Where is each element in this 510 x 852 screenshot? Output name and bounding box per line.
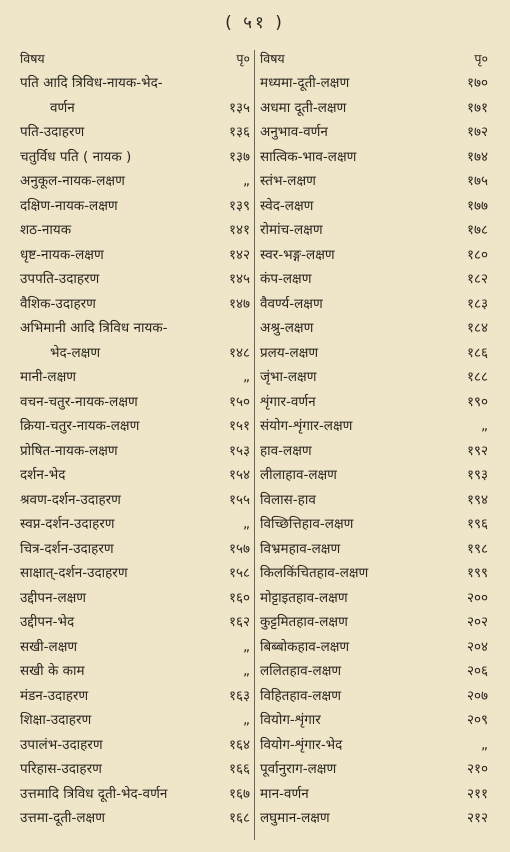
toc-entry — [20, 438, 252, 463]
toc-entry — [260, 463, 490, 488]
toc-entry-title: क्रिया-चतुर-नायक-लक्षण — [20, 418, 140, 434]
toc-entry-page: १५४ — [228, 467, 250, 483]
toc-entry-title: उत्तमा-दूती-लक्षण — [20, 810, 105, 826]
toc-entry-page: २१२ — [466, 810, 488, 826]
toc-entry-title: अधमा दूती-लक्षण — [260, 99, 347, 116]
toc-entry — [20, 781, 252, 806]
toc-entry-title: दर्शन-भेद — [20, 467, 66, 483]
toc-entry — [260, 708, 490, 733]
toc-entry-page: १६२ — [228, 614, 250, 630]
toc-entry — [260, 365, 490, 390]
toc-entry-title: शृंगार-वर्णन — [260, 393, 316, 410]
toc-entry-page: १६७ — [228, 785, 250, 802]
toc-entry-title: वचन-चतुर-नायक-लक्षण — [20, 393, 138, 410]
toc-entry-title: भेद-लक्षण — [50, 344, 101, 361]
toc-entry — [260, 585, 490, 610]
right-column — [260, 46, 490, 830]
column-divider — [254, 50, 255, 840]
toc-entry-page: १७४ — [466, 148, 488, 165]
toc-entry-title: जृंभा-लक्षण — [260, 369, 317, 385]
toc-entry-title: उत्तमादि त्रिविध दूती-भेद-वर्णन — [20, 785, 168, 802]
toc-entry-title: लघुमान-लक्षण — [260, 810, 330, 826]
toc-entry-page: २११ — [466, 785, 488, 802]
toc-entry-page: १६३ — [228, 687, 250, 704]
toc-entry — [20, 732, 252, 757]
toc-entry-page: २०२ — [466, 614, 488, 630]
toc-entry — [260, 536, 490, 561]
toc-entry-page: २१० — [466, 761, 488, 777]
toc-entry-page: १४५ — [228, 271, 250, 287]
toc-entry — [260, 71, 490, 96]
toc-entry-title: सात्विक-भाव-लक्षण — [260, 148, 357, 165]
toc-entry-title: विहितहाव-लक्षण — [260, 687, 341, 704]
toc-entry-page: „ — [243, 638, 250, 655]
toc-entry-title: बिब्बोकहाव-लक्षण — [260, 638, 350, 655]
toc-entry-page: २०९ — [466, 712, 488, 728]
right-column-header — [260, 46, 490, 71]
toc-entry-title: मानी-लक्षण — [20, 369, 77, 385]
toc-entry — [260, 438, 490, 463]
toc-entry-title: उपपति-उदाहरण — [20, 271, 100, 287]
toc-entry — [20, 267, 252, 292]
toc-entry-page: १७८ — [466, 222, 488, 238]
left-column-header — [20, 46, 252, 71]
toc-entry — [20, 169, 252, 194]
toc-entry — [260, 95, 490, 120]
toc-entry — [260, 512, 490, 537]
toc-entry-title: मान-वर्णन — [260, 785, 309, 802]
toc-entry-page: १७१ — [466, 99, 488, 116]
toc-entry-page: „ — [243, 712, 250, 728]
toc-entry-title: स्वप्न-दर्शन-उदाहरण — [20, 516, 115, 532]
toc-entry — [260, 120, 490, 145]
toc-entry-page: „ — [243, 516, 250, 532]
toc-entry-title: स्तंभ-लक्षण — [260, 173, 316, 189]
toc-entry — [20, 414, 252, 439]
toc-entry — [20, 365, 252, 390]
toc-entry-page: १७२ — [466, 124, 488, 140]
toc-entry — [260, 316, 490, 341]
toc-entry-title: संयोग-शृंगार-लक्षण — [260, 418, 353, 434]
toc-entry — [260, 169, 490, 194]
toc-entry-title: चित्र-दर्शन-उदाहरण — [20, 540, 114, 557]
toc-entry-page: १९२ — [466, 442, 488, 459]
column-header-title: विषय — [20, 50, 45, 66]
toc-entry-title: विलास-हाव — [260, 491, 316, 508]
toc-entry-page: १८२ — [466, 271, 488, 287]
toc-entry-page: १९० — [466, 393, 488, 410]
page-number: ( ५१ ) — [225, 13, 285, 33]
toc-entry-title: अनुकूल-नायक-लक्षण — [20, 173, 125, 189]
toc-entry-page: १६६ — [228, 761, 250, 777]
toc-entry-title: पूर्वानुराग-लक्षण — [260, 761, 337, 777]
toc-entry-title: स्वेद-लक्षण — [260, 197, 314, 214]
toc-entry-title: वियोग-शृंगार — [260, 712, 321, 728]
toc-entry-title: साक्षात्-दर्शन-उदाहरण — [20, 565, 128, 581]
toc-entry — [20, 561, 252, 586]
toc-entry — [260, 340, 490, 365]
toc-entry-title: शठ-नायक — [20, 222, 72, 238]
toc-entry — [20, 487, 252, 512]
toc-entry — [20, 242, 252, 267]
toc-entry — [20, 708, 252, 733]
toc-entry — [260, 291, 490, 316]
toc-entry — [260, 218, 490, 243]
toc-entry-page: १७५ — [466, 173, 488, 189]
toc-entry — [20, 193, 252, 218]
toc-entry-page: „ — [243, 173, 250, 189]
toc-entry-title: मोट्टाइतहाव-लक्षण — [260, 589, 348, 606]
toc-entry-page: „ — [243, 369, 250, 385]
toc-entry — [20, 512, 252, 537]
toc-entry — [20, 463, 252, 488]
toc-entry-page: १८८ — [466, 369, 488, 385]
toc-entry-title: वियोग-शृंगार-भेद — [260, 736, 343, 753]
toc-entry-title: ललितहाव-लक्षण — [260, 663, 342, 679]
toc-entry — [260, 732, 490, 757]
toc-entry — [260, 757, 490, 782]
toc-entry-title: मंडन-उदाहरण — [20, 687, 89, 704]
toc-entry-title: धृष्ट-नायक-लक्षण — [20, 246, 104, 263]
toc-entry — [20, 144, 252, 169]
toc-entry — [20, 120, 252, 145]
toc-entry-page: १८३ — [466, 295, 488, 312]
toc-entry-page: „ — [243, 663, 250, 679]
toc-entry-title: अश्रु-लक्षण — [260, 320, 314, 336]
toc-entry-page: १३९ — [228, 197, 250, 214]
toc-entry-title: श्रवण-दर्शन-उदाहरण — [20, 491, 121, 508]
toc-entry-title: लीलाहाव-लक्षण — [260, 467, 337, 483]
toc-entry-title: किलकिंचितहाव-लक्षण — [260, 565, 369, 581]
toc-entry — [260, 144, 490, 169]
toc-entry-title: अभिमानी आदि त्रिविध नायक- — [20, 320, 168, 336]
toc-entry-page: १३७ — [228, 148, 250, 165]
toc-entry-title: पति आदि त्रिविध-नायक-भेद- — [20, 75, 163, 91]
toc-entry-title: उद्दीपन-भेद — [20, 614, 75, 630]
toc-entry-page: १४८ — [228, 344, 250, 361]
toc-entry-title: स्वर-भङ्ग-लक्षण — [260, 246, 335, 263]
toc-entry — [260, 389, 490, 414]
toc-entry-title: अनुभाव-वर्णन — [260, 124, 328, 140]
toc-entry — [260, 193, 490, 218]
toc-entry-title: प्रोषित-नायक-लक्षण — [20, 442, 118, 459]
toc-entry — [20, 757, 252, 782]
toc-entry — [260, 659, 490, 684]
toc-entry — [260, 683, 490, 708]
toc-entry — [20, 683, 252, 708]
toc-entry — [260, 242, 490, 267]
toc-entry-title: सखी-लक्षण — [20, 638, 78, 655]
toc-entry-title: हाव-लक्षण — [260, 442, 312, 459]
toc-entry — [260, 610, 490, 635]
toc-entry-title: मध्यमा-दूती-लक्षण — [260, 75, 350, 91]
toc-entry — [20, 316, 252, 341]
toc-entry-page: १६४ — [228, 736, 250, 753]
toc-entry — [20, 340, 252, 365]
toc-entry-page: १९९ — [466, 565, 488, 581]
toc-entry-page: १५३ — [228, 442, 250, 459]
toc-entry-page: १५१ — [228, 418, 250, 434]
toc-entry — [20, 659, 252, 684]
toc-entry — [260, 267, 490, 292]
toc-entry-page: १४२ — [228, 246, 250, 263]
toc-entry-title: उद्दीपन-लक्षण — [20, 589, 87, 606]
toc-entry-page: २०० — [466, 589, 488, 606]
toc-entry — [20, 536, 252, 561]
toc-entry-page: १६८ — [228, 810, 250, 826]
toc-entry-title: प्रलय-लक्षण — [260, 344, 319, 361]
toc-entry-title: विच्छित्तिहाव-लक्षण — [260, 516, 354, 532]
toc-entry — [20, 610, 252, 635]
toc-entry-page: १७० — [466, 75, 488, 91]
toc-entry — [20, 634, 252, 659]
toc-entry-page: १३५ — [228, 99, 250, 116]
toc-entry-title: उपालंभ-उदाहरण — [20, 736, 103, 753]
toc-entry-page: १५५ — [228, 491, 250, 508]
toc-entry — [20, 218, 252, 243]
toc-entry-page: १९३ — [466, 467, 488, 483]
toc-entry-page: १६० — [228, 589, 250, 606]
toc-entry-title: वैवर्ण्य-लक्षण — [260, 295, 323, 312]
toc-entry-title: विभ्रमहाव-लक्षण — [260, 540, 341, 557]
toc-entry-page: „ — [481, 736, 488, 753]
toc-entry-title: दक्षिण-नायक-लक्षण — [20, 197, 118, 214]
toc-entry — [20, 291, 252, 316]
toc-entry-page: १९८ — [466, 540, 488, 557]
toc-entry-title: शिक्षा-उदाहरण — [20, 712, 92, 728]
toc-entry-page: १७७ — [466, 197, 488, 214]
toc-entry-page: १८४ — [466, 320, 488, 336]
toc-entry-title: वर्णन — [50, 99, 75, 116]
toc-entry — [260, 806, 490, 831]
toc-entry-title: रोमांच-लक्षण — [260, 222, 323, 238]
toc-entry-title: सखी के काम — [20, 663, 85, 679]
column-header-title: विषय — [260, 50, 285, 66]
toc-entry-page: १५८ — [228, 565, 250, 581]
column-header-page: पृ० — [474, 50, 488, 66]
toc-entry — [260, 561, 490, 586]
toc-entry-title: परिहास-उदाहरण — [20, 761, 102, 777]
toc-entry-title: कंप-लक्षण — [260, 271, 312, 287]
toc-entry-page: १८६ — [466, 344, 488, 361]
toc-entry — [20, 71, 252, 96]
toc-entry — [20, 389, 252, 414]
toc-entry-title: वैशिक-उदाहरण — [20, 295, 96, 312]
left-column — [20, 46, 252, 830]
toc-entry — [260, 781, 490, 806]
toc-entry-page: १९६ — [466, 516, 488, 532]
toc-entry — [260, 487, 490, 512]
toc-entry-page: २०६ — [466, 663, 488, 679]
toc-entry — [260, 414, 490, 439]
toc-entry-title: पति-उदाहरण — [20, 124, 85, 140]
toc-entry — [260, 634, 490, 659]
toc-entry-page: १३६ — [228, 124, 250, 140]
toc-entry — [20, 585, 252, 610]
toc-entry-page: १५७ — [228, 540, 250, 557]
toc-entry-page: „ — [481, 418, 488, 434]
toc-entry-title: चतुर्विध पति ( नायक ) — [20, 148, 132, 165]
toc-entry-page: १४१ — [228, 222, 250, 238]
toc-entry-page: १४७ — [228, 295, 250, 312]
toc-entry — [20, 95, 252, 120]
column-header-page: पृ० — [236, 50, 250, 66]
toc-entry-title: कुट्टमितहाव-लक्षण — [260, 614, 348, 630]
toc-entry-page: २०७ — [466, 687, 488, 704]
toc-entry-page: १५० — [228, 393, 250, 410]
toc-entry-page: १९४ — [466, 491, 488, 508]
toc-entry — [20, 806, 252, 831]
toc-entry-page: १८० — [466, 246, 488, 263]
toc-entry-page: २०४ — [466, 638, 488, 655]
